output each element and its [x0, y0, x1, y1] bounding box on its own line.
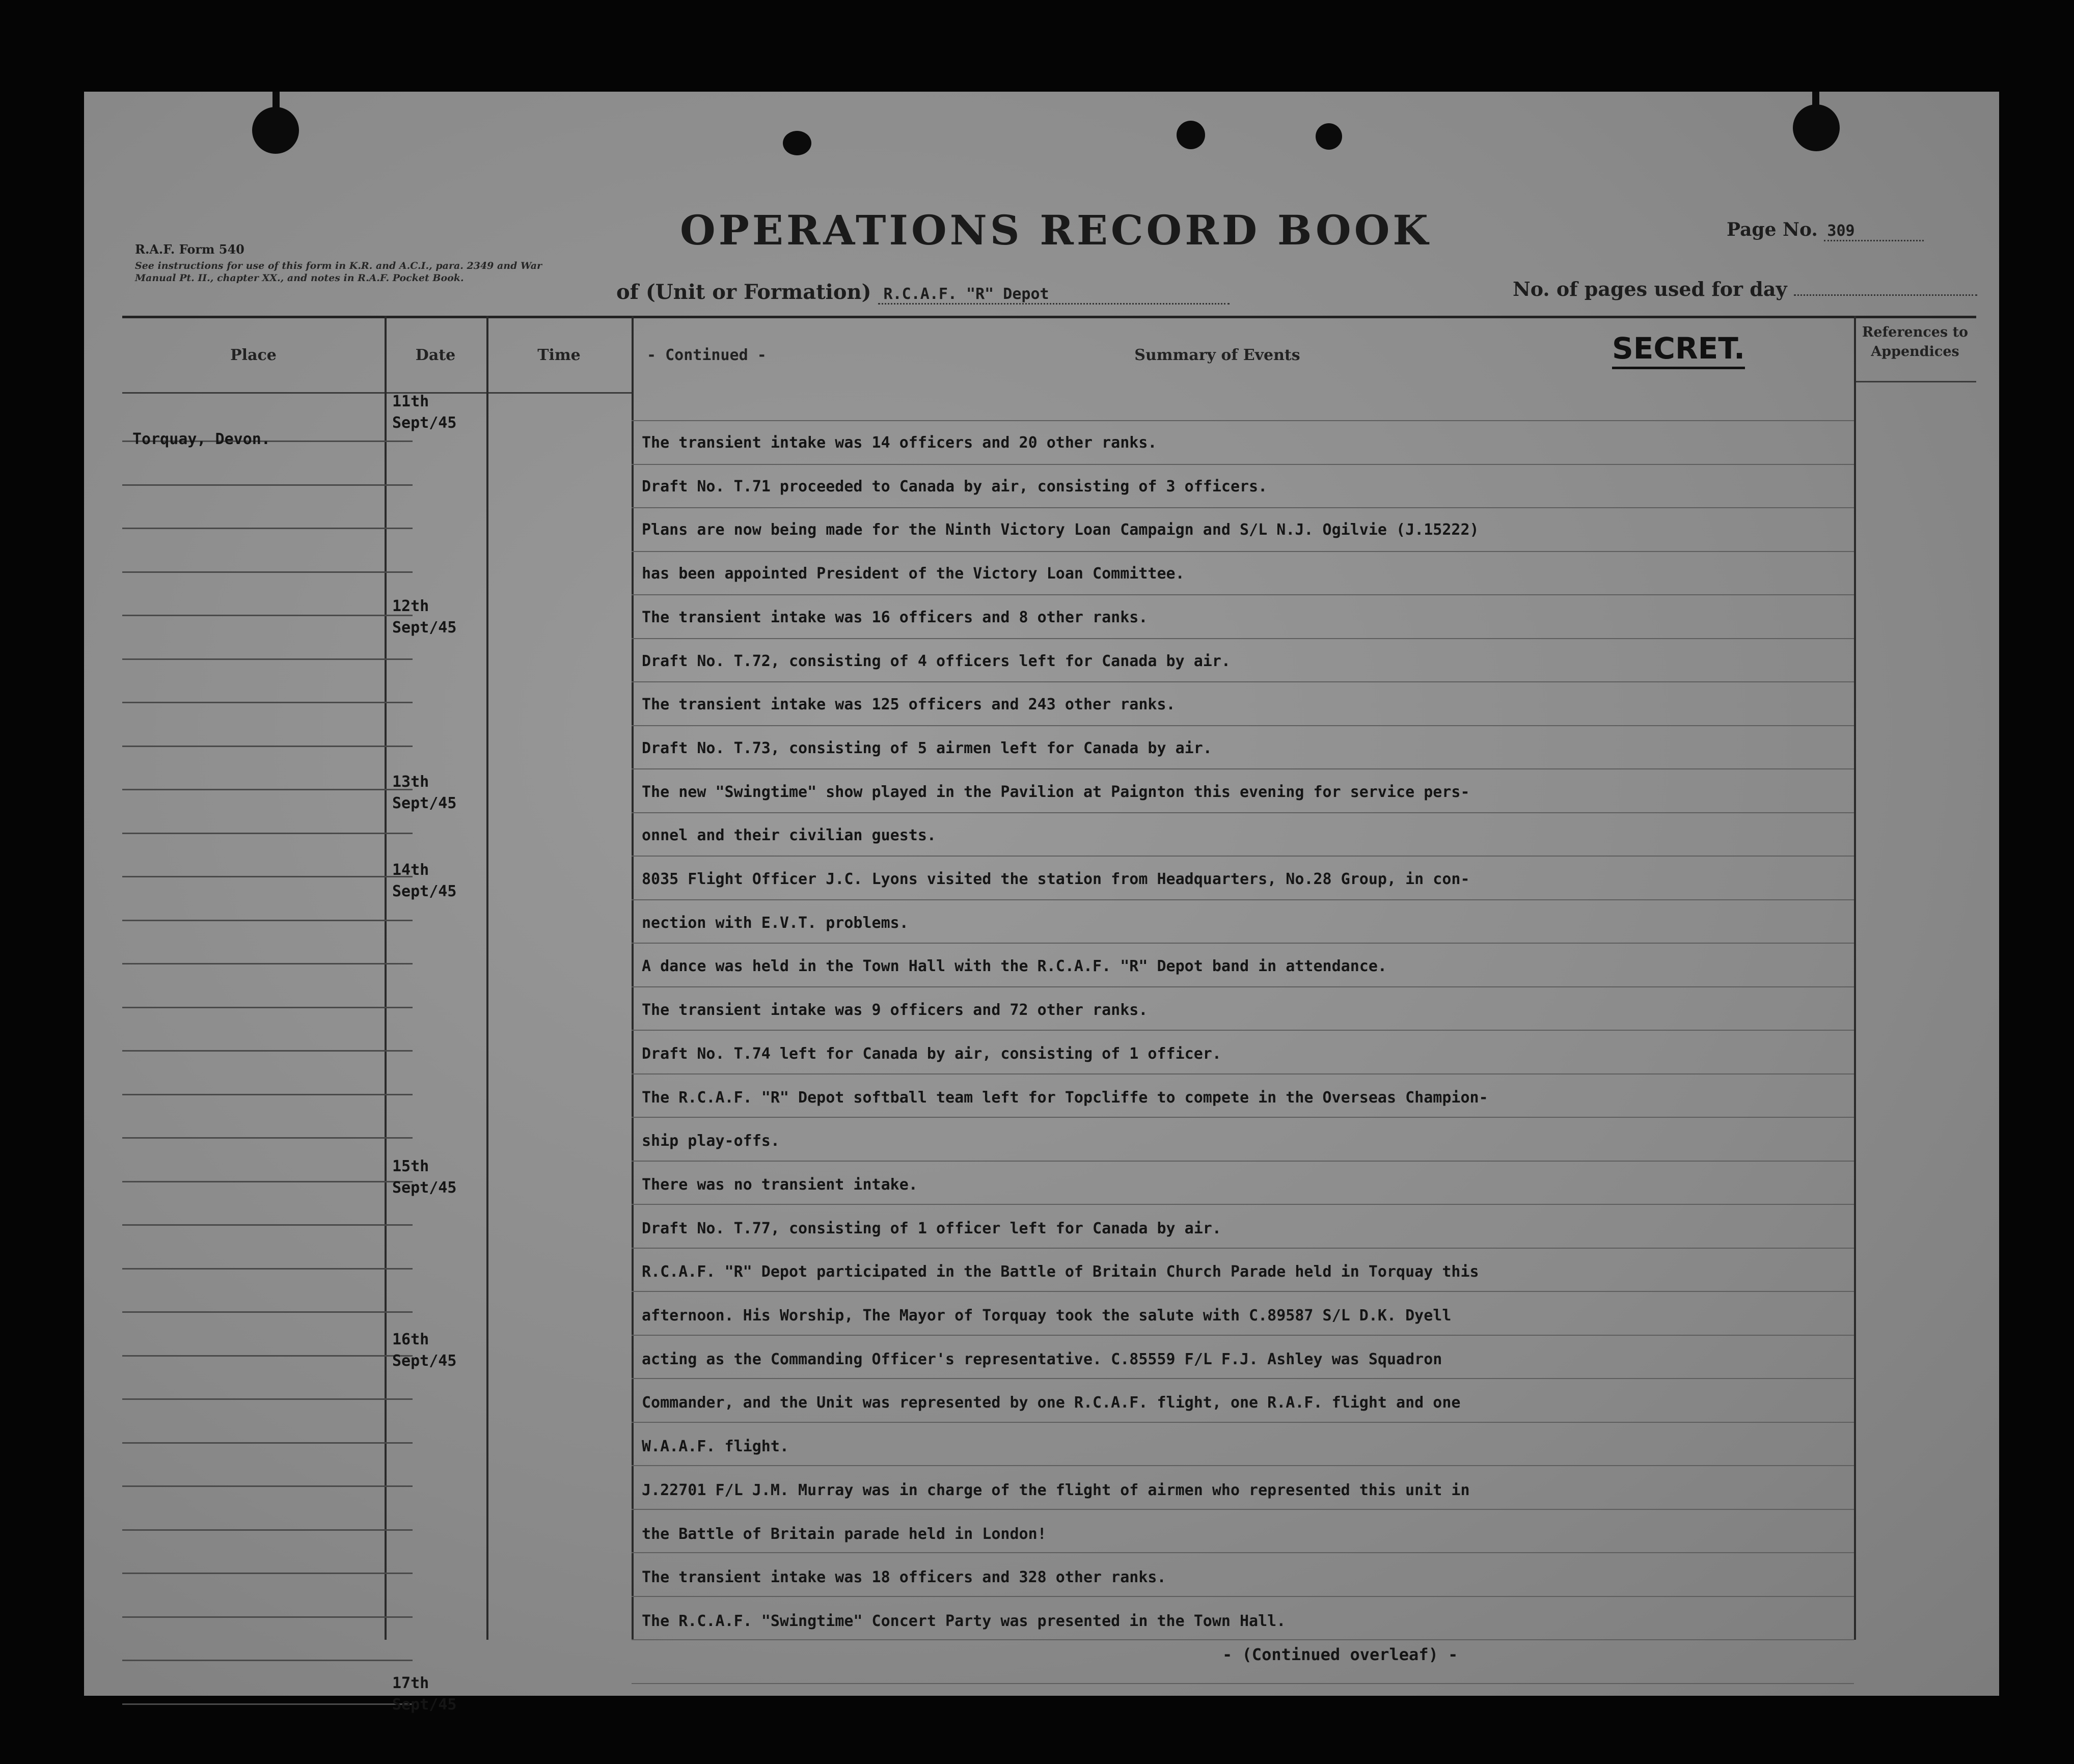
ruled-line-place [122, 1268, 413, 1270]
date-day: 13th [392, 773, 429, 791]
summary-line: The new "Swingtime" show played in the Pavilion at Paignton this evening for service pers- [642, 783, 1470, 801]
page-title: OPERATIONS RECORD BOOK [680, 206, 1431, 254]
ruled-line-place [122, 658, 413, 660]
ruled-line-summary [632, 1030, 1854, 1031]
ruled-line-place [122, 1181, 413, 1182]
ruled-line-place [122, 1616, 413, 1618]
ruled-line-place [122, 1224, 413, 1226]
summary-line: Draft No. T.73, consisting of 5 airmen left for Canada by air. [642, 739, 1212, 757]
summary-line: A dance was held in the Town Hall with the R.C.A.F. "R" Depot band in attendance. [642, 957, 1387, 975]
date-entry [392, 771, 456, 814]
ruled-line-place [122, 528, 413, 529]
date-month: Sept/45 [392, 1696, 457, 1714]
summary-line: Commander, and the Unit was represented by one R.C.A.F. flight, one R.A.F. flight and one [642, 1394, 1461, 1412]
ruled-line-summary [632, 1204, 1854, 1205]
summary-line: The R.C.A.F. "Swingtime" Concert Party was presented in the Town Hall. [642, 1612, 1286, 1630]
ruled-line-summary [632, 507, 1854, 508]
grid-header-rule-left [122, 392, 632, 394]
grid-header-rule-refs [1854, 381, 1976, 382]
ruled-line-summary [632, 1335, 1854, 1336]
summary-line: Draft No. T.77, consisting of 1 officer left for Canada by air. [642, 1220, 1221, 1237]
pages-used-label: No. of pages used for day [1513, 278, 1787, 300]
pages-used-value [1794, 294, 1977, 296]
date-entry [392, 596, 456, 639]
summary-line: There was no transient intake. [642, 1176, 918, 1194]
ruled-line-place [122, 702, 413, 703]
ruled-line-place [122, 1311, 413, 1313]
page-number-label: Page No. [1727, 219, 1818, 240]
date-day: 14th [392, 861, 429, 879]
date-day: 12th [392, 597, 429, 615]
ruled-line-place [122, 1355, 413, 1357]
ruled-line-summary [632, 1378, 1854, 1379]
ruled-line-place [122, 484, 413, 486]
date-month: Sept/45 [392, 1352, 457, 1370]
ruled-line-place [122, 789, 413, 790]
ruled-line-summary [632, 768, 1854, 769]
place-value: Torquay, Devon. [132, 430, 270, 448]
ruled-line-summary [632, 1683, 1854, 1684]
ruled-line-place [122, 1529, 413, 1531]
ruled-line-summary [632, 1509, 1854, 1510]
ruled-line-summary [632, 638, 1854, 639]
ruled-line-place [122, 1398, 413, 1400]
column-header-references: References to Appendices [1862, 324, 1969, 360]
grid-top-rule [122, 316, 1976, 318]
ruled-line-place [122, 1094, 413, 1095]
page-number [1727, 219, 1924, 241]
ruled-line-summary [632, 943, 1854, 944]
ruled-line-place [122, 1442, 413, 1444]
ruled-line-place [122, 1703, 413, 1705]
classification-stamp: SECRET. [1612, 331, 1745, 369]
punch-hole-mid-1 [783, 131, 811, 155]
date-entry [392, 1673, 456, 1716]
ruled-line-summary [632, 1552, 1854, 1553]
date-entry [392, 1329, 456, 1372]
summary-line: Plans are now being made for the Ninth Victory Loan Campaign and S/L N.J. Ogilvie (J.15222) [642, 521, 1479, 539]
ruled-line-place [122, 571, 413, 573]
ruled-line-place [122, 876, 413, 877]
date-day: 11th [392, 393, 429, 410]
date-month: Sept/45 [392, 794, 457, 812]
summary-line: the Battle of Britain parade held in London! [642, 1525, 1047, 1543]
summary-line: The transient intake was 14 officers and 20 other ranks. [642, 434, 1157, 452]
ruled-line-summary [632, 594, 1854, 595]
ruled-line-summary [632, 986, 1854, 987]
ruled-line-summary [632, 420, 1854, 421]
summary-line: Draft No. T.74 left for Canada by air, consisting of 1 officer. [642, 1045, 1221, 1063]
ruled-line-summary [632, 1465, 1854, 1466]
ruled-line-summary [632, 725, 1854, 726]
summary-line: acting as the Commanding Officer's representative. C.85559 F/L F.J. Ashley was Squadron [642, 1350, 1442, 1368]
ruled-line-summary [632, 1422, 1854, 1423]
ruled-line-summary [632, 464, 1854, 465]
grid-col-divider-time [486, 316, 488, 1640]
summary-line: ship play-offs. [642, 1132, 780, 1150]
ruled-line-place [122, 833, 413, 834]
summary-line: R.C.A.F. "R" Depot participated in the Battle of Britain Church Parade held in Torquay this [642, 1263, 1479, 1281]
date-day: 17th [392, 1674, 429, 1692]
form-instructions: See instructions for use of this form in K.R. and A.C.I., para. 2349 and War Manual Pt. II., chapter XX., and notes in R.A.F. Pocket Book. [135, 260, 542, 284]
summary-line: nection with E.V.T. problems. [642, 914, 909, 932]
ruled-line-summary [632, 681, 1854, 682]
ruled-line-place [122, 1137, 413, 1139]
ruled-line-place [122, 1050, 413, 1052]
grid-col-divider-summary [632, 316, 634, 1640]
column-header-time: Time [537, 346, 581, 364]
grid-col-divider-references [1854, 316, 1856, 1640]
ruled-line-summary [632, 1639, 1854, 1640]
ruled-line-summary [632, 812, 1854, 813]
date-entry [392, 391, 456, 434]
ruled-line-place [122, 963, 413, 964]
pages-used-field [1513, 278, 1977, 300]
column-header-summary: Summary of Events [1134, 346, 1300, 364]
column-header-date: Date [415, 346, 456, 364]
punch-hole-mid-3 [1316, 123, 1342, 150]
ruled-line-summary [632, 1117, 1854, 1118]
date-entry [392, 860, 456, 902]
ruled-line-summary [632, 1073, 1854, 1074]
ruled-line-place [122, 746, 413, 747]
ruled-line-summary [632, 856, 1854, 857]
date-month: Sept/45 [392, 414, 457, 432]
ruled-line-summary [632, 1161, 1854, 1162]
ruled-line-place [122, 1660, 413, 1661]
summary-line: onnel and their civilian guests. [642, 826, 936, 844]
punch-hole-mid-2 [1177, 121, 1205, 149]
date-month: Sept/45 [392, 883, 457, 900]
summary-line: J.22701 F/L J.M. Murray was in charge of the flight of airmen who represented this unit in [642, 1481, 1470, 1499]
unit-label: of (Unit or Formation) [616, 280, 871, 304]
continued-overleaf: - (Continued overleaf) - [1222, 1645, 1458, 1664]
date-month: Sept/45 [392, 1179, 457, 1197]
date-day: 15th [392, 1157, 429, 1175]
ruled-line-place [122, 1007, 413, 1008]
ruled-line-summary [632, 1248, 1854, 1249]
ruled-line-place [122, 920, 413, 921]
grid-col-divider-date [385, 316, 387, 1640]
ruled-line-place [122, 615, 413, 616]
punch-hole-left [252, 107, 299, 154]
ruled-line-place [122, 1573, 413, 1574]
summary-line: Draft No. T.72, consisting of 4 officers left for Canada by air. [642, 652, 1231, 670]
page-number-value: 309 [1824, 222, 1924, 241]
summary-line: The transient intake was 18 officers and 328 other ranks. [642, 1568, 1166, 1586]
punch-hole-right [1793, 104, 1840, 151]
ruled-line-summary [632, 551, 1854, 552]
summary-line: W.A.A.F. flight. [642, 1438, 789, 1455]
unit-field [616, 280, 1230, 305]
summary-line: 8035 Flight Officer J.C. Lyons visited the station from Headquarters, No.28 Group, in con- [642, 870, 1470, 888]
summary-line: The R.C.A.F. "R" Depot softball team left for Topcliffe to compete in the Overseas Champion- [642, 1089, 1488, 1107]
ruled-line-place [122, 1485, 413, 1487]
ruled-line-summary [632, 1291, 1854, 1292]
column-header-place: Place [230, 346, 277, 364]
ruled-line-summary [632, 1596, 1854, 1597]
summary-line: afternoon. His Worship, The Mayor of Torquay took the salute with C.89587 S/L D.K. Dyell [642, 1307, 1452, 1325]
record-sheet [84, 92, 1999, 1714]
date-day: 16th [392, 1331, 429, 1348]
summary-line: has been appointed President of the Victory Loan Committee. [642, 565, 1185, 583]
form-number: R.A.F. Form 540 [135, 242, 244, 257]
date-entry [392, 1156, 456, 1199]
date-month: Sept/45 [392, 619, 457, 637]
column-header-continued: - Continued - [647, 346, 767, 364]
summary-line: The transient intake was 16 officers and 8 other ranks. [642, 609, 1148, 626]
summary-line: Draft No. T.71 proceeded to Canada by air, consisting of 3 officers. [642, 478, 1268, 495]
summary-line: The transient intake was 9 officers and 72 other ranks. [642, 1001, 1148, 1019]
unit-value: R.C.A.F. "R" Depot [878, 285, 1230, 305]
ruled-line-summary [632, 899, 1854, 900]
summary-line: The transient intake was 125 officers and 243 other ranks. [642, 696, 1176, 713]
